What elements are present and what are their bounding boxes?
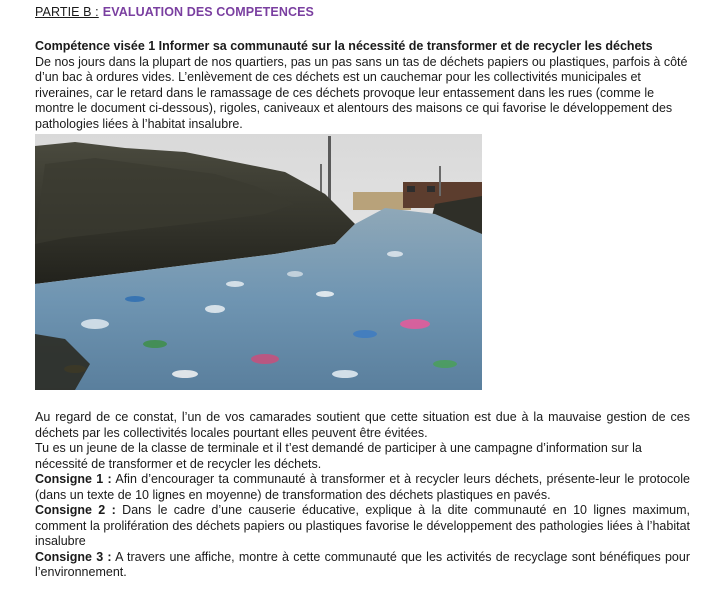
consigne-2 — [35, 503, 690, 550]
consigne-1-label: Consigne 1 : — [35, 472, 112, 486]
context-paragraph-1: Au regard de ce constat, l’un de vos camarades soutient que cette situation est due à la mauvaise gestion de ces déchets par les collectivités locales pourtant elles peuvent être évitées. — [35, 410, 690, 440]
competence-title: Compétence visée 1 Informer sa communauté sur la nécessité de transformer et de recycler les déchets — [35, 39, 653, 53]
consigne-2-text: Dans le cadre d’une causerie éducative, explique à la dite communauté en 10 lignes maximum, comment la prolifération des déchets papiers ou plastiques favorise le développement des pathologies liées à l’habitat insalubre — [35, 503, 690, 548]
part-label: PARTIE B : — [35, 5, 99, 19]
consigne-3-text: A travers une affiche, montre à cette communauté que les activités de recyclage sont bénéfiques pour l’environnement. — [35, 549, 690, 579]
consigne-1 — [35, 472, 690, 503]
consigne-2-label: Consigne 2 : — [35, 503, 116, 517]
consigne-1-text: Afin d’encourager ta communauté à transformer et à recycler leurs déchets, présente-leur le protocole (dans un texte de 10 lignes en moyenne) de transformation des déchets plastiques en pavés. — [35, 472, 690, 502]
part-header — [35, 4, 690, 21]
part-title: EVALUATION DES COMPETENCES — [102, 5, 314, 19]
competence-intro: De nos jours dans la plupart de nos quartiers, pas un pas sans un tas de déchets papiers ou plastiques, parfois à côté d’un bac à ordures vides. L’enlèvement de ces déchets est un cauchemar pour les collectivités municipales et riveraines, car le retard dans le ramassage de ces déchets provoque leur entassement dans les rues (comme le montre le document ci-dessous), rigoles, caniveaux et alentours des maisons ce qui favorise le développement des pathologies liées à l’habitat insalubre. — [35, 54, 688, 131]
consigne-3 — [35, 550, 690, 581]
consigne-3-label: Consigne 3 : — [35, 549, 112, 564]
context-paragraph-2: Tu es un jeune de la classe de terminale et il t’est demandé de participer à une campagne d’information sur la nécessité de transformer et de recycler les déchets. — [35, 441, 642, 471]
plastic-waste-photo — [35, 134, 482, 390]
document-page — [35, 4, 690, 581]
